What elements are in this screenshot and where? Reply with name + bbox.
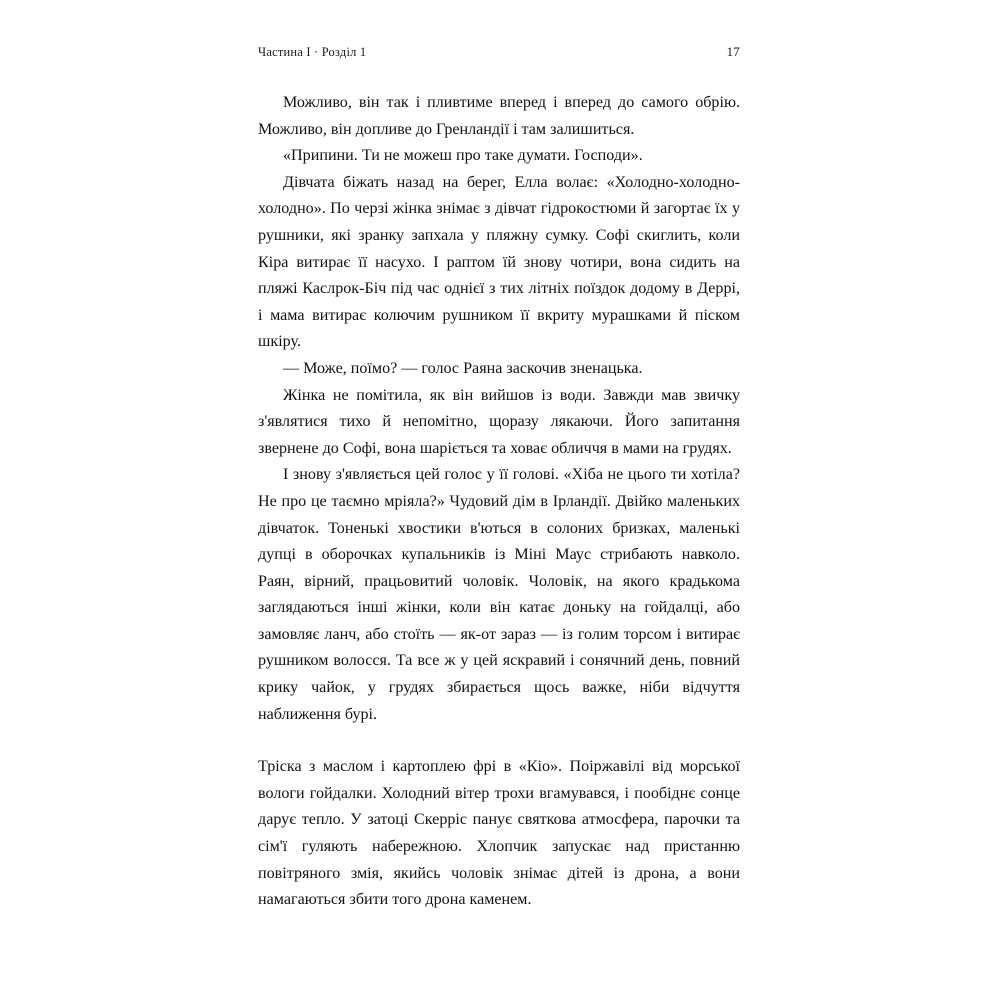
- paragraph-3: Дівчата біжать назад на берег, Елла волає: «Холодно-холодно-холодно». По черзі жінка знімає з дівчат гідрокостюми й загортає їх у рушники, які зранку запхала у пляжну сумку. Софі скиглить, коли Кіра витирає її насухо. І раптом їй знову чотири, вона сидить на пляжі Каслрок-Біч під час однієї з тих літніх поїздок додому в Деррі, і мама витирає колючим рушником її вкриту мурашками й піском шкіру.: [258, 173, 740, 351]
- paragraph-2: «Припини. Ти не можеш про таке думати. Господи».: [283, 147, 643, 165]
- paragraph-5: Жінка не помітила, як він вийшов із води. Завжди мав звичку з'являтися тихо й непомітно, щоразу лякаючи. Його запитання звернене до Софі, вона шаріється та ховає обличчя в мами на грудях.: [258, 386, 740, 457]
- page-number: 17: [726, 44, 740, 59]
- running-head: [258, 44, 740, 60]
- section-break: [258, 728, 740, 754]
- paragraph-4: — Може, поїмо? — голос Раяна заскочив зненацька.: [283, 359, 643, 377]
- paragraph-7: Тріска з маслом і картоплею фрі в «Кіо». Поіржавілі від морської вологи гойдалки. Холодний вітер трохи вгамувався, і пообіднє сонце дарує тепло. У затоці Скерріс панує святкова атмосфера, парочки та сім'ї гуляють набережною. Хлопчик запускає над пристанню повітряного змія, якийсь чоловік знімає дітей із дрона, а вони намагаються збити того дрона каменем.: [258, 758, 740, 909]
- paragraph-6: І знову з'являється цей голос у її голові. «Хіба не цього ти хотіла? Не про це таємно мріяла?» Чудовий дім в Ірландії. Двійко маленьких дівчаток. Тоненькі хвостики в'ються в солоних бризках, маленькі дупці в оборочках купальників із Міні Маус стрибають навколо. Раян, вірний, працьовитий чоловік. Чоловік, на якого крадькома заглядаються інші жінки, коли він катає доньку на гойдалці, або замовляє ланч, або стоїть — як-от зараз — із голим торсом і витирає рушником волосся. Та все ж у цей яскравий і сонячний день, повний крику чайок, у грудях збирається щось важке, ніби відчуття наближення бурі.: [258, 466, 740, 723]
- page-content: [258, 44, 740, 914]
- body-text: [258, 90, 740, 914]
- paragraph-1: Можливо, він так і пливтиме вперед і вперед до самого обрію. Можливо, він допливе до Гренландії і там залишиться.: [258, 94, 740, 138]
- running-head-title: Частина I · Розділ 1: [258, 45, 367, 59]
